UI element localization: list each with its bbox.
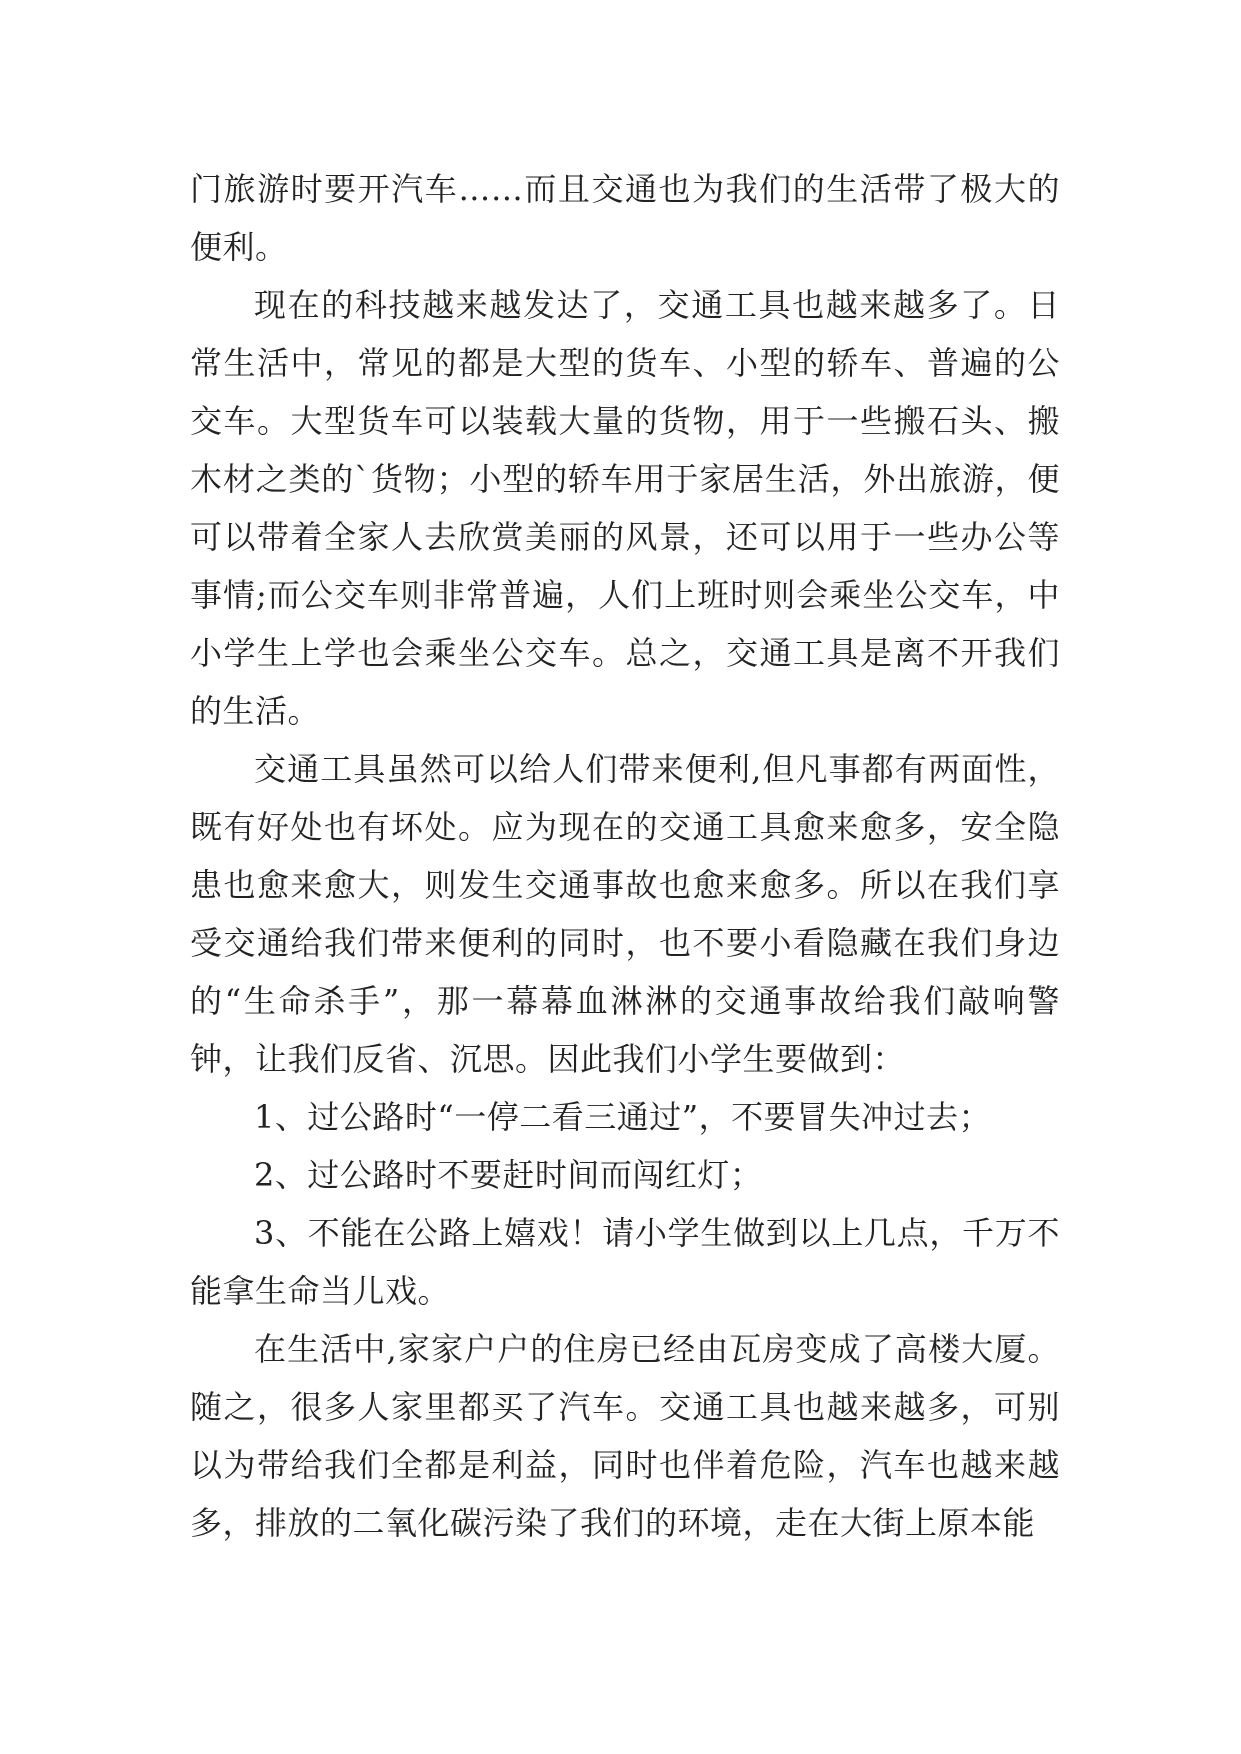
- list-item-3: 3、不能在公路上嬉戏！请小学生做到以上几点，千万不能拿生命当儿戏。: [190, 1214, 1060, 1310]
- document-body: [190, 160, 1060, 1552]
- list-item-1: 1、过公路时“一停二看三通过”，不要冒失冲过去；: [254, 1098, 992, 1136]
- list-item-2: 2、过公路时不要赶时间而闯红灯；: [254, 1156, 763, 1194]
- paragraph-2: 现在的科技越来越发达了，交通工具也越来越多了。日常生活中，常见的都是大型的货车、小型的轿车、普遍的公交车。大型货车可以装载大量的货物，用于一些搬石头、搬木材之类的`货物；小型的轿车用于家居生活，外出旅游，便可以带着全家人去欣赏美丽的风景，还可以用于一些办公等事情;而公交车则非常普遍，人们上班时则会乘坐公交车，中小学生上学也会乘坐公交车。总之，交通工具是离不开我们的生活。: [190, 286, 1060, 730]
- paragraph-3: 交通工具虽然可以给人们带来便利,但凡事都有两面性，既有好处也有坏处。应为现在的交通工具愈来愈多，安全隐患也愈来愈大，则发生交通事故也愈来愈多。所以在我们享受交通给我们带来便利的同时，也不要小看隐藏在我们身边的“生命杀手”，那一幕幕血淋淋的交通事故给我们敲响警钟，让我们反省、沉思。因此我们小学生要做到：: [190, 750, 1060, 1078]
- paragraph-1: 门旅游时要开汽车……而且交通也为我们的生活带了极大的便利。: [190, 170, 1060, 266]
- paragraph-4: 在生活中,家家户户的住房已经由瓦房变成了高楼大厦。随之，很多人家里都买了汽车。交通工具也越来越多，可别以为带给我们全都是利益，同时也伴着危险，汽车也越来越多，排放的二氧化碳污染了我们的环境，走在大街上原本能: [190, 1330, 1060, 1542]
